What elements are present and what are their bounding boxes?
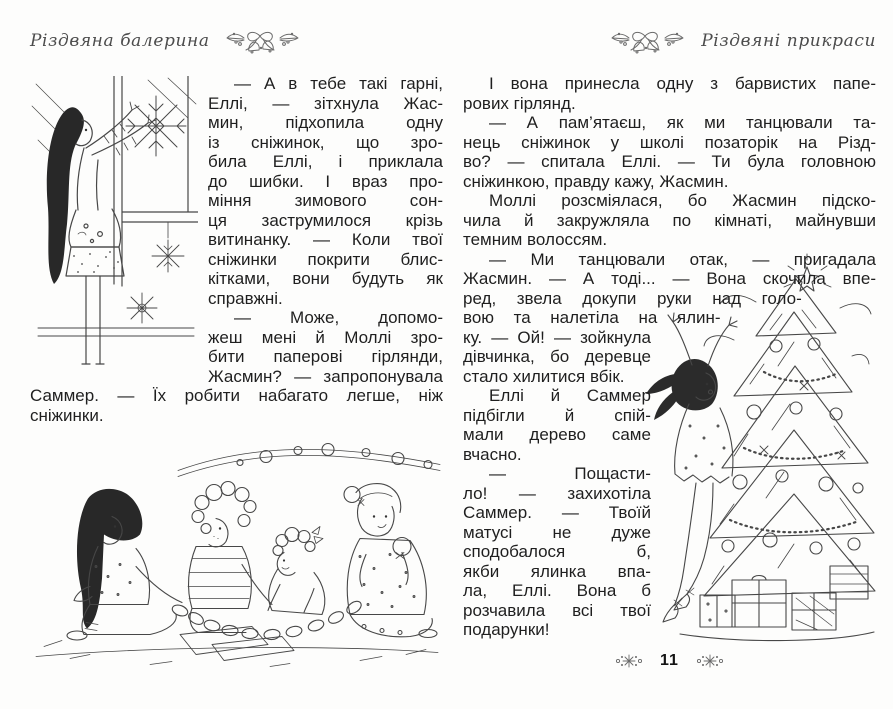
snowflake-sprig-ornament-icon <box>695 654 725 668</box>
text-line: вою та налетіла на ялин- <box>463 308 721 327</box>
text-line: витинанку. — Коли твої <box>208 230 443 249</box>
text-line: вчасно. <box>463 444 522 464</box>
snowflake-sprig-ornament-icon <box>614 654 644 668</box>
text-line: — А в тебе такі гарні, <box>234 74 443 93</box>
right-page-header-title: Різдвяні прикраси <box>701 31 876 51</box>
text-line: із сніжинок, що зро- <box>208 132 443 152</box>
text-line: подарунки! <box>463 620 550 639</box>
text-line: Еллі, — зітхнула Жас- <box>208 93 443 113</box>
girls-making-garlands-illustration <box>30 435 443 673</box>
text-line: мин, підхопила одну <box>208 113 443 132</box>
text-line: — Може, допомо- <box>234 308 443 327</box>
girl-at-window-illustration <box>30 76 198 372</box>
text-line: била Еллі, і приклала <box>208 152 443 171</box>
text-line: дівчинка, бо деревце <box>463 347 651 366</box>
text-line: сніжинкою, правду кажу, Жасмин. <box>463 171 729 191</box>
page-number: 11 <box>660 652 679 669</box>
text-line: сніжинки покрити блис- <box>208 249 443 269</box>
christmas-garland-ornament-icon <box>609 28 687 54</box>
right-page-text <box>463 74 876 644</box>
christmas-garland-ornament-icon <box>224 28 302 54</box>
text-line: — Ми танцювали отак, — пригадала <box>489 249 876 269</box>
text-line: Жасмин? — запропонувала <box>208 366 443 386</box>
text-line: Жасмин. — А тоді... — Вона скочила впе- <box>463 269 876 288</box>
text-line: во? — спитала Еллі. — Ти була головною <box>463 152 876 171</box>
text-line: ло! — захихотіла <box>463 483 651 503</box>
left-page-header-title: Різдвяна балерина <box>30 31 210 51</box>
text-line: стало хилитися вбік. <box>463 366 625 386</box>
right-page <box>463 26 876 670</box>
text-line: Еллі й Саммер <box>489 386 651 405</box>
text-line: матусі не дуже <box>463 522 651 542</box>
text-line: сніжинки. <box>30 405 104 425</box>
text-line: чила й закружляла по кімнаті, майнувши <box>463 210 876 230</box>
text-line: міння зимового сон- <box>208 191 443 210</box>
left-page <box>30 26 443 673</box>
text-line: мали дерево саме <box>463 425 651 444</box>
text-line: ред, звела докупи руки над голо- <box>463 288 802 308</box>
text-line: ла, Еллі. Вона б <box>463 581 651 600</box>
text-line: Моллі розсміялася, бо Жасмин підско- <box>489 191 876 210</box>
text-line: — Пощасти- <box>489 464 651 483</box>
text-line: підбігли й спій- <box>463 405 651 425</box>
text-line: І вона принесла одну з барвистих папе- <box>489 74 876 93</box>
text-line: нець сніжинок у школі позаторік на Різд- <box>463 132 876 152</box>
text-line: до шибки. І враз про- <box>208 171 443 191</box>
page-number-row <box>463 652 876 670</box>
text-line: рових гірлянд. <box>463 93 576 113</box>
text-line: якби ялинка впа- <box>463 561 651 581</box>
text-line: ку. — Ой! — зойкнула <box>463 327 651 347</box>
text-line: розчавила всі твої <box>463 600 651 620</box>
text-line: темним волоссям. <box>463 230 608 249</box>
left-page-text <box>30 74 443 425</box>
text-line: ця заструмилося крізь <box>208 210 443 230</box>
text-line: жеш мені й Моллі зро- <box>208 327 443 347</box>
right-page-header <box>463 26 876 56</box>
text-line: — А пам’ятаєш, як ми танцювали та- <box>489 113 876 132</box>
text-line: справжні. <box>208 288 283 308</box>
left-page-header <box>30 26 443 56</box>
text-line: Саммер. — Твоїй <box>463 503 651 522</box>
text-line: Саммер. — Їх робити набагато легше, ніж <box>30 386 443 405</box>
text-line: сподобалося б, <box>463 542 651 561</box>
text-line: кітками, вони будуть як <box>208 269 443 288</box>
text-line: бити паперові гірлянди, <box>208 347 443 366</box>
